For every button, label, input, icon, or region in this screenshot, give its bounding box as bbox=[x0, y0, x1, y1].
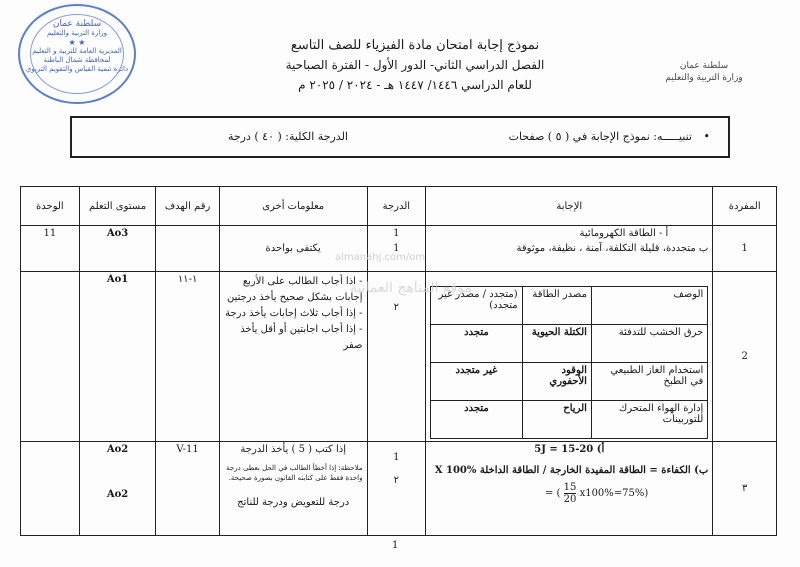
row2-item: 2 bbox=[713, 272, 777, 442]
row3-item: ٣ bbox=[713, 442, 777, 536]
watermark-url: almanahj.com/om bbox=[335, 252, 426, 263]
row1-item: 1 bbox=[713, 226, 777, 272]
inner-r3-desc: إدارة الهواء المتحرك للتوربينات bbox=[591, 401, 707, 439]
row3-eq-tail: x100%=75%) bbox=[579, 488, 649, 499]
row2-info2: - إذا أجاب ثلاث إجابات يأخذ درجة bbox=[225, 308, 363, 319]
inner-r3-source: الرياح bbox=[522, 401, 591, 439]
row3-answer-a: أ) 5J = 15-20 bbox=[534, 444, 605, 455]
ministry-line1: سلطنة عمان bbox=[679, 61, 729, 71]
row3-info bbox=[219, 442, 367, 536]
exam-semester: الفصل الدراسي الثاني- الدور الأول - الفترة الصباحية bbox=[285, 58, 545, 72]
header-info: معلومات أخرى bbox=[219, 187, 367, 226]
star-icon: ★ ★ bbox=[68, 38, 86, 47]
answer-table bbox=[20, 186, 777, 536]
row3-grade-b: ٢ bbox=[393, 475, 400, 486]
row3-grade-a: 1 bbox=[393, 452, 400, 463]
inner-header-row bbox=[431, 287, 708, 325]
row2-info3: - إذا أجاب اجابتين أو أقل يأخذ صفر bbox=[240, 324, 363, 351]
table-row bbox=[21, 442, 777, 536]
note-warning: تنبيـــــه: نموذج الإجابة في ( ٥ ) صفحات bbox=[508, 130, 692, 143]
row3-level-b: Ao2 bbox=[106, 489, 129, 500]
header-item: المفردة bbox=[713, 187, 777, 226]
note-box bbox=[70, 116, 730, 158]
row2-unit bbox=[21, 272, 80, 442]
seal-bottom-text: دائرة تنمية القياس والتقويم التربوي bbox=[25, 65, 129, 73]
row1-goal bbox=[156, 226, 220, 272]
inner-col-desc: الوصف bbox=[591, 287, 707, 325]
exam-year: للعام الدراسي ١٤٤٦/ ١٤٤٧ هـ - ٢٠٢٤ / ٢٠٢٥ م bbox=[298, 78, 532, 92]
inner-r1-source: الكتلة الحيوية bbox=[522, 325, 591, 363]
row1-info: يكتفى بواحدة bbox=[219, 226, 367, 272]
row1-grade-a: 1 bbox=[393, 228, 400, 239]
table-header-row bbox=[21, 187, 777, 226]
row1-answer-a: أ - الطاقة الكهرومائية bbox=[579, 228, 669, 239]
header-unit: الوحدة bbox=[21, 187, 80, 226]
row3-answer bbox=[426, 442, 713, 536]
seal-top-text: سلطنة عمان bbox=[52, 19, 102, 29]
row3-eq-head: = ( bbox=[544, 488, 561, 499]
row1-answer bbox=[426, 226, 713, 272]
ministry-logo-text bbox=[634, 60, 774, 84]
header-goal: رقم الهدف bbox=[156, 187, 220, 226]
row2-goal: ١-١١ bbox=[156, 272, 220, 442]
inner-r1-type: متجدد bbox=[431, 325, 522, 363]
row1-level: Ao3 bbox=[79, 226, 156, 272]
inner-col-source: مصدر الطاقة bbox=[522, 287, 591, 325]
row3-level-a: Ao2 bbox=[106, 444, 129, 455]
row1-answer-b: ب متجددة، قليلة التكلفة، آمنة ، نظيفة، موثوقة bbox=[516, 243, 709, 254]
row3-grade bbox=[367, 442, 426, 536]
seal-line2: المديرية العامة للتربية و التعليم bbox=[32, 47, 122, 55]
inner-r1-desc: حرق الخشب للتدفئة bbox=[591, 325, 707, 363]
row1-unit: 11 bbox=[21, 226, 80, 272]
row1-grade-b: 1 bbox=[393, 243, 400, 254]
row2-answer bbox=[426, 272, 713, 442]
header-answer: الإجابة bbox=[426, 187, 713, 226]
row3-info3: درجة للتعويض ودرجة للناتج bbox=[237, 497, 350, 508]
row1-grade bbox=[367, 226, 426, 272]
inner-row bbox=[431, 401, 708, 439]
fraction-denominator: 20 bbox=[563, 494, 577, 505]
row2-level: Ao1 bbox=[79, 272, 156, 442]
inner-r2-source: الوقود الأحفوري bbox=[522, 363, 591, 401]
energy-sources-table bbox=[430, 286, 708, 439]
note-total: الدرجة الكلية: ( ٤٠ ) درجة bbox=[227, 130, 348, 143]
exam-title: نموذج إجابة امتحان مادة الفيزياء للصف التاسع bbox=[290, 38, 540, 53]
inner-row bbox=[431, 363, 708, 401]
row2-info bbox=[219, 272, 367, 442]
row3-goal: V-11 bbox=[156, 442, 220, 536]
row2-grade: ٢ bbox=[367, 272, 426, 442]
seal-line3: لمحافظة شمال الباطنة bbox=[43, 56, 111, 64]
note-bullet: • bbox=[703, 130, 710, 143]
ministry-seal bbox=[18, 4, 136, 104]
header-grade: الدرجة bbox=[367, 187, 426, 226]
header-level: مستوى التعلم bbox=[79, 187, 156, 226]
inner-r3-type: متجدد bbox=[431, 401, 522, 439]
row3-info1: إذا كتب ( 5 ) يأخذ الدرجة bbox=[240, 444, 346, 455]
row3-unit bbox=[21, 442, 80, 536]
inner-r2-desc: استخدام الغاز الطبيعي في الطبخ bbox=[591, 363, 707, 401]
inner-r2-type: غير متجدد bbox=[431, 363, 522, 401]
row3-answer-b: ب) الكفاءة = الطاقة المفيدة الخارجة / الطاقة الداخلة X 100% bbox=[434, 465, 709, 476]
watermark-text: موقع المناهج العمانية bbox=[350, 280, 472, 296]
page-number: 1 bbox=[392, 540, 399, 551]
inner-row bbox=[431, 325, 708, 363]
row3-info2: ملاحظة: إذا أخطأ الطالب في الحل بعطى درجة واحدة فقط على كتابته القانون بصورة صحيحة. bbox=[226, 464, 363, 482]
fraction-numerator: 15 bbox=[563, 482, 577, 493]
inner-col-type: (متجدد / مصدر غير متجدد) bbox=[431, 287, 522, 325]
row3-answer-c bbox=[430, 482, 708, 505]
row3-level bbox=[79, 442, 156, 536]
ministry-line2: وزارة التربية والتعليم bbox=[665, 73, 743, 83]
row2-info1: - اذا أجاب الطالب على الأربع إجابات بشكل صحيح يأخذ درجتين bbox=[226, 276, 363, 303]
efficiency-fraction bbox=[564, 482, 577, 505]
table-row bbox=[21, 272, 777, 442]
seal-line1: وزارة التربية والتعليم bbox=[46, 29, 108, 37]
table-row bbox=[21, 226, 777, 272]
